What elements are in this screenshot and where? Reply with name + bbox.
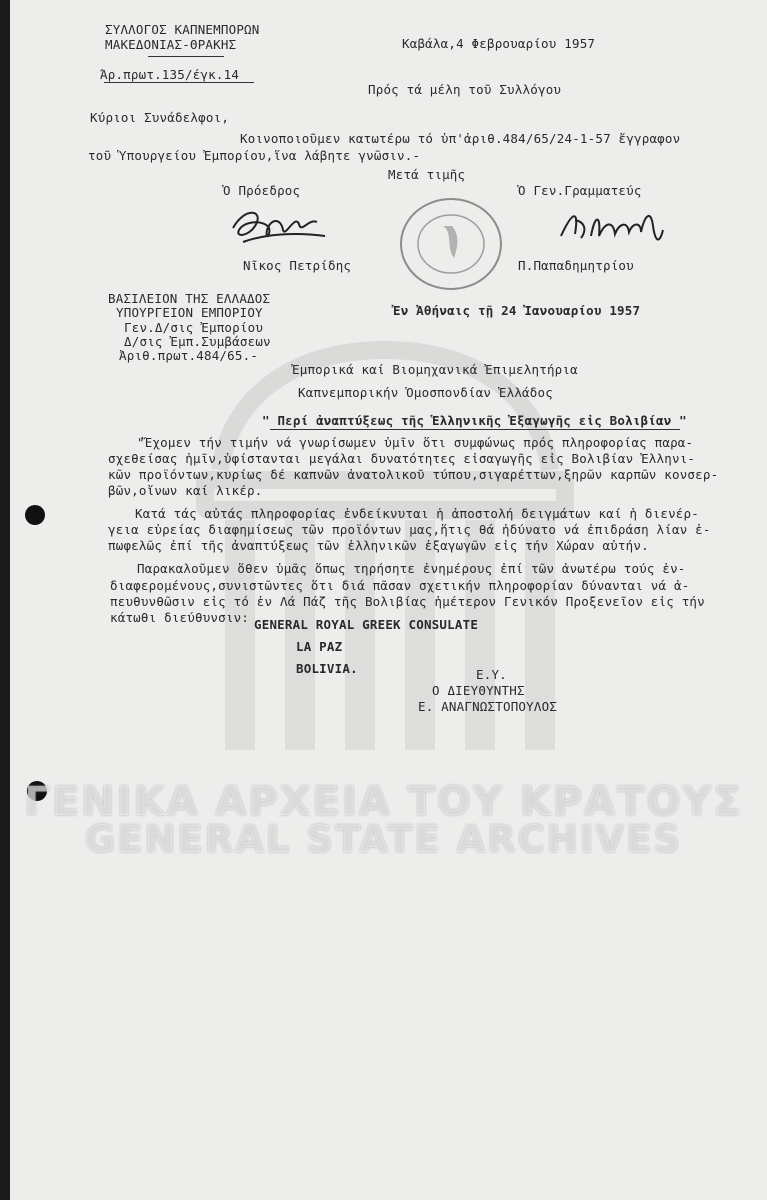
- addressee-line2: Καπνεμπορικήν Ὁμοσπονδίαν Ἑλλάδος: [298, 385, 553, 400]
- director-name: Ε. ΑΝΑΓΝΩΣΤΟΠΟΥΛΟΣ: [418, 699, 558, 714]
- ministry-header-line3: Γεν.Δ/σις Ἐμπορίου: [124, 320, 264, 335]
- paragraph-2-line2: γεια εὐρείας διαφημίσεως τῶν προϊόντων μας,ἥτις θά ἠδύνατο νά ἐπιδράση λίαν ἐ-: [108, 522, 711, 537]
- signature-left-title: Ὁ Πρόεδρος: [223, 183, 301, 198]
- ey-mark: Ε.Υ.: [476, 667, 507, 682]
- signature-left-name: Νῖκος Πετρίδης: [243, 258, 352, 273]
- signature-right-name: Π.Παπαδημητρίου: [518, 258, 634, 273]
- director-title: Ο ΔΙΕΥΘΥΝΤΗΣ: [432, 683, 525, 698]
- paragraph-1-line3: κῶν προϊόντων,κυρίως δέ καπνῶν ἀνατολικοῦ τύπου,σιγαρέττων,ξηρῶν καρπῶν κονσερ-: [108, 467, 719, 482]
- salutation: Κύριοι Συνάδελφοι,: [90, 110, 230, 125]
- recipient-line: Πρός τά μέλη τοῦ Συλλόγου: [368, 82, 562, 97]
- org-name-line1: ΣΥΛΛΟΓΟΣ ΚΑΠΝΕΜΠΟΡΩΝ: [105, 22, 260, 37]
- ministry-place-date: Ἐν Ἀθήναις τῇ 24 Ἰανουαρίου 1957: [393, 303, 641, 318]
- paragraph-2-line3: πωφελῶς ἐπί τῆς ἀναπτύξεως τῶν ἑλληνικῶν ἐξαγωγῶν εἰς τήν Χώραν αὐτήν.: [108, 538, 649, 553]
- consulate-address-line3: BOLIVIA.: [296, 661, 358, 676]
- secretary-signature: [555, 200, 675, 256]
- president-signature: [225, 200, 335, 250]
- closing: Μετά τιμῆς: [388, 167, 466, 182]
- punch-hole-top: [25, 505, 45, 525]
- association-seal: [398, 196, 504, 292]
- paragraph-3-line2: διαφερομένους,συνιστῶντες ὅτι διά πᾶσαν σχετικήν πληροφορίαν δύνανται νά ἀ-: [110, 578, 690, 593]
- org-name-line2: ΜΑΚΕΔΟΝΙΑΣ-ΘΡΑΚΗΣ: [105, 37, 237, 52]
- paragraph-3-line3: πευθυνθῶσιν εἰς τό ἐν Λά Πάζ τῆς Βολιβίας ἡμέτερον Γενικόν Προξενεῖον εἰς τήν: [110, 594, 705, 609]
- signature-right-title: Ὁ Γεν.Γραμματεύς: [518, 183, 642, 198]
- archives-watermark-greek: ΓΕΝΙΚΑ ΑΡΧΕΙΑ ΤΟΥ ΚΡΑΤΟΥΣ: [24, 779, 743, 825]
- archives-watermark-english: GENERAL STATE ARCHIVES: [84, 818, 683, 861]
- paragraph-1-line1: "Ἔχομεν τήν τιμήν νά γνωρίσωμεν ὑμῖν ὅτι συμφώνως πρός πληροφορίας παρα-: [137, 435, 694, 450]
- reference-underline: [104, 82, 254, 83]
- addressee-line1: Ἐμπορικά καί Βιομηχανικά Ἐπιμελητήρια: [292, 362, 578, 377]
- consulate-address-line1: GENERAL ROYAL GREEK CONSULATE: [254, 617, 479, 632]
- reference-number: Άρ.πρωτ.135/έγκ.14: [100, 67, 240, 82]
- subject-line: " Περί ἀναπτύξεως τῆς Ἑλληνικῆς Ἐξαγωγῆς εἰς Βολιβίαν ": [262, 413, 687, 428]
- paragraph-1-line2: σχεθείσας ἡμῖν,ὑφίστανται μεγάλαι δυνατότητες εἰσαγωγῆς εἰς Βολιβίαν Ἑλληνι-: [108, 451, 696, 466]
- cover-body-line2: τοῦ Ὑπουργείου Ἐμπορίου,ἵνα λάβητε γνῶσιν.-: [88, 148, 421, 163]
- subject-underline: [270, 429, 680, 430]
- paragraph-3-line4: κάτωθι διεύθυνσιν:: [110, 610, 250, 625]
- place-date: Καβάλα,4 Φεβρουαρίου 1957: [402, 36, 596, 51]
- paragraph-3-line1: Παρακαλοῦμεν ὅθεν ὑμᾶς ὅπως τηρήσητε ἐνημέρους ἐπί τῶν ἀνωτέρω τούς ἐν-: [137, 561, 686, 576]
- paragraph-1-line4: βῶν,οἴνων καί λικέρ.: [108, 483, 263, 498]
- cover-body-line1: Κοινοποιοῦμεν κατωτέρω τό ὑπ'ἀριθ.484/65/24-1-57 ἔγγραφον: [240, 131, 681, 146]
- ministry-header-line5: Ἀριθ.πρωτ.484/65.-: [119, 348, 259, 363]
- ministry-header-line2: ΥΠΟΥΡΓΕΙΟΝ ΕΜΠΟΡΙΟΥ: [116, 305, 263, 320]
- org-underline: [148, 56, 224, 57]
- ministry-header-line1: ΒΑΣΙΛΕΙΟΝ ΤΗΣ ΕΛΛΑΔΟΣ: [108, 291, 271, 306]
- consulate-address-line2: LA PAZ: [296, 639, 343, 654]
- paragraph-2-line1: Κατά τάς αὐτάς πληροφορίας ἐνδείκνυται ἡ ἀποστολή δειγμάτων καί ἡ διενέρ-: [135, 506, 699, 521]
- ministry-header-line4: Δ/σις Ἐμπ.Συμβάσεων: [124, 334, 271, 349]
